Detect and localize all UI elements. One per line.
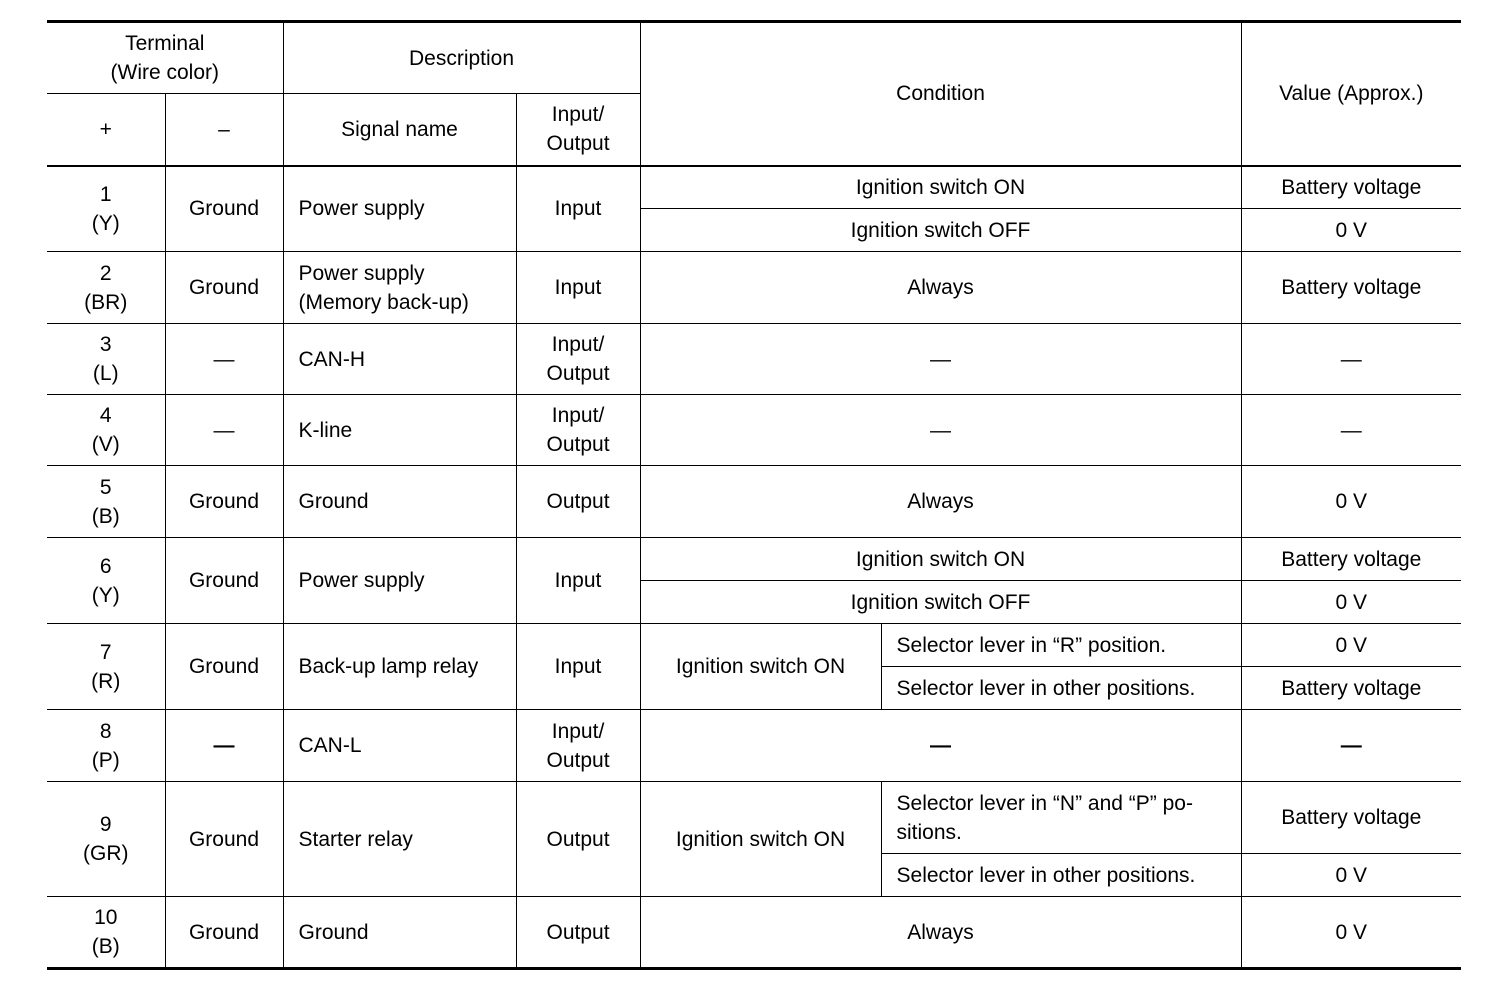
ground-cell: Ground [165,466,283,538]
table-row [47,466,1461,538]
signal-cell: CAN-L [283,710,516,782]
table-row [47,782,1461,854]
condition-cell: Always [640,897,1241,969]
value-cell: 0 V [1241,854,1461,897]
ground-cell: Ground [165,166,283,252]
ground-cell: — [165,324,283,395]
value-header: Value (Approx.) [1241,22,1461,166]
condition-header: Condition [640,22,1241,166]
io-header: Input/ Output [516,94,640,166]
ground-cell: Ground [165,782,283,897]
condition-cell: — [640,710,1241,782]
terminal-cell: 6 (Y) [47,538,165,624]
value-cell: — [1241,710,1461,782]
io-cell: Input/ Output [516,324,640,395]
value-cell: Battery voltage [1241,252,1461,324]
terminal-cell: 8 (P) [47,710,165,782]
terminal-cell: 1 (Y) [47,166,165,252]
value-cell: 0 V [1241,897,1461,969]
ground-cell: Ground [165,252,283,324]
io-cell: Output [516,782,640,897]
io-cell: Input [516,624,640,710]
value-cell: 0 V [1241,624,1461,667]
table-row [47,324,1461,395]
condition-cell: Ignition switch ON [640,166,1241,209]
terminal-cell: 10 (B) [47,897,165,969]
value-cell: 0 V [1241,581,1461,624]
ground-cell: Ground [165,897,283,969]
value-cell: Battery voltage [1241,782,1461,854]
io-cell: Input [516,538,640,624]
condition-cell: Ignition switch ON [640,538,1241,581]
terminal-cell: 9 (GR) [47,782,165,897]
signal-cell: Power supply [283,166,516,252]
signal-cell: K-line [283,395,516,466]
table-row [47,897,1461,969]
terminal-cell: 3 (L) [47,324,165,395]
terminal-table [47,20,1461,970]
description-header: Description [283,22,640,94]
sub-condition-cell: Selector lever in other positions. [881,667,1241,710]
condition-cell: — [640,395,1241,466]
table-row [47,710,1461,782]
io-cell: Input [516,252,640,324]
table-row [47,395,1461,466]
minus-header: – [165,94,283,166]
value-cell: 0 V [1241,466,1461,538]
table-row [47,538,1461,581]
plus-header: + [47,94,165,166]
ground-cell: — [165,395,283,466]
condition-cell: — [640,324,1241,395]
table-row [47,166,1461,209]
terminal-cell: 5 (B) [47,466,165,538]
signal-cell: Starter relay [283,782,516,897]
terminal-cell: 2 (BR) [47,252,165,324]
terminal-header: Terminal (Wire color) [47,22,283,94]
io-cell: Input/ Output [516,710,640,782]
io-cell: Output [516,466,640,538]
signal-cell: Back-up lamp relay [283,624,516,710]
table-row [47,624,1461,667]
ground-cell: Ground [165,624,283,710]
value-cell: — [1241,324,1461,395]
main-condition-cell: Ignition switch ON [640,624,881,710]
sub-condition-cell: Selector lever in other positions. [881,854,1241,897]
value-cell: Battery voltage [1241,538,1461,581]
value-cell: — [1241,395,1461,466]
condition-cell: Ignition switch OFF [640,209,1241,252]
value-cell: 0 V [1241,209,1461,252]
io-cell: Input [516,166,640,252]
signal-cell: Ground [283,897,516,969]
signal-cell: CAN-H [283,324,516,395]
value-cell: Battery voltage [1241,667,1461,710]
io-cell: Output [516,897,640,969]
signal-cell: Power supply [283,538,516,624]
sub-condition-cell: Selector lever in “R” position. [881,624,1241,667]
value-cell: Battery voltage [1241,166,1461,209]
sub-condition-cell: Selector lever in “N” and “P” po- sitions. [881,782,1241,854]
io-cell: Input/ Output [516,395,640,466]
condition-cell: Ignition switch OFF [640,581,1241,624]
terminal-cell: 4 (V) [47,395,165,466]
signal-cell: Ground [283,466,516,538]
main-condition-cell: Ignition switch ON [640,782,881,897]
table-row [47,252,1461,324]
terminal-cell: 7 (R) [47,624,165,710]
ground-cell: — [165,710,283,782]
condition-cell: Always [640,252,1241,324]
signal-name-header: Signal name [283,94,516,166]
signal-cell: Power supply (Memory back-up) [283,252,516,324]
condition-cell: Always [640,466,1241,538]
ground-cell: Ground [165,538,283,624]
